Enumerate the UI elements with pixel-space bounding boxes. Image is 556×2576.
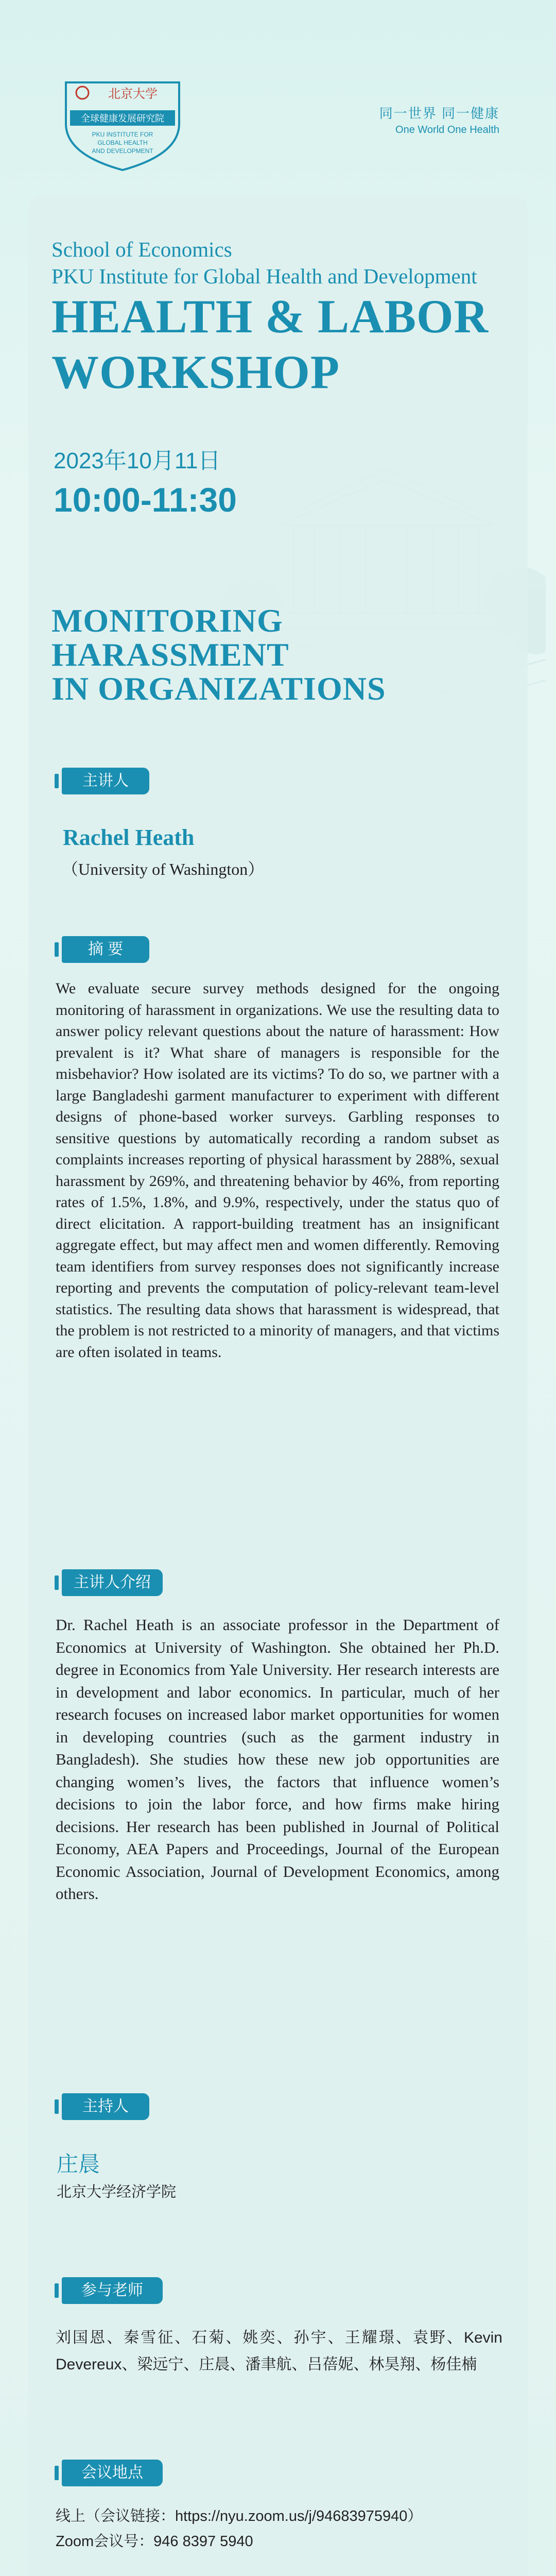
workshop-title [51,289,489,400]
topic-line-2: HARASSMENT [51,636,289,673]
topic-line-1: MONITORING [51,602,283,639]
topic-line-3: IN ORGANIZATIONS [51,670,386,707]
school-line-2: PKU Institute for Global Health and Development [51,264,477,288]
bio-label: 主讲人介绍 [62,1569,163,1596]
pku-gh-logo [56,72,189,175]
venue-meeting-id: Zoom会议号：946 8397 5940 [56,2533,253,2550]
venue-link[interactable]: 线上（会议链接：https://nyu.zoom.us/j/94683975940） [56,2508,423,2524]
venue-block [56,2504,502,2554]
title-line-2: WORKSHOP [51,346,340,398]
event-time: 10:00-11:30 [54,481,237,519]
host-label: 主持人 [62,2093,149,2120]
host-affiliation: 北京大学经济学院 [57,2184,177,2200]
speaker-name: Rachel Heath [63,825,195,850]
bio-text: Dr. Rachel Heath is an associate professor in the Department of Economics at University of Washington. She obtained her Ph.D. degree in Economics from Yale University. Her research interests are in development and labor economics. In particular, much of her research focuses on increased labor market opportunities for women in developing countries (such as the garment industry in Bangladesh). She studies how these new job opportunities are changing women’s lives, the factors that influence women’s decisions to join the labor force, and how firms make hiring decisions. Her research has been published in Journal of Political Economy, AEA Papers and Proceedings, Journal of the European Economic Association, Journal of Development Economics, among others. [56,1616,499,1903]
host-name: 庄晨 [57,2152,100,2176]
svg-text:PKU INSTITUTE FOR: PKU INSTITUTE FOR [92,131,153,138]
speaker-affiliation: （University of Washington） [62,860,265,878]
talk-topic [51,604,386,706]
title-line-1: HEALTH & LABOR [51,290,489,343]
speaker-label: 主讲人 [62,768,149,794]
event-date: 2023年10月11日 [54,448,221,473]
pku-emblem-icon [76,87,89,99]
teachers-list: 刘国恩、秦雪征、石菊、姚奕、孙宇、王耀璟、袁野、Kevin Devereux、梁远宁、庄晨、潘聿航、吕蓓妮、林昊翔、杨佳楠 [56,2329,502,2373]
school-line [51,236,477,290]
svg-text:北京大学: 北京大学 [108,87,158,101]
svg-text:GLOBAL HEALTH: GLOBAL HEALTH [97,139,148,146]
venue-label: 会议地点 [62,2460,163,2486]
svg-text:全球健康发展研究院: 全球健康发展研究院 [81,113,164,124]
abstract-label: 摘 要 [62,936,149,963]
teachers-label: 参与老师 [62,2277,163,2304]
content-card [28,196,528,2576]
slogan-cn: 同一世界 同一健康 [379,106,499,121]
slogan-en: One World One Health [395,124,499,135]
abstract-text: We evaluate secure survey methods designed for the ongoing monitoring of harassment in organizations. We use the resulting data to answer policy relevant questions about the nature of harassment: How prevalent is it? What share of managers is responsible for the misbehavior? How isolated are its victims? To do so, we partner with a large Bangladeshi garment manufacturer to experiment with different designs of phone-based worker surveys. Garbling responses to sensitive questions by automatically recording a random subset as complaints increases reporting of physical harassment by 288%, sexual harassment by 269%, and threatening behavior by 46%, from reporting rates of 1.5%, 1.8%, and 9.9%, respectively, under the status quo of direct elicitation. A rapport-building treatment has an insignificant aggregate effect, but may affect men and women differently. Removing team identifiers from survey responses does not significantly increase reporting and prevents the computation of policy-relevant team-level statistics. The resulting data shows that harassment is widespread, that the problem is not restricted to a minority of managers, and that victims are often isolated in teams. [56,980,499,1361]
slogan [379,103,499,136]
svg-text:AND DEVELOPMENT: AND DEVELOPMENT [92,147,153,155]
school-line-1: School of Economics [51,238,232,261]
